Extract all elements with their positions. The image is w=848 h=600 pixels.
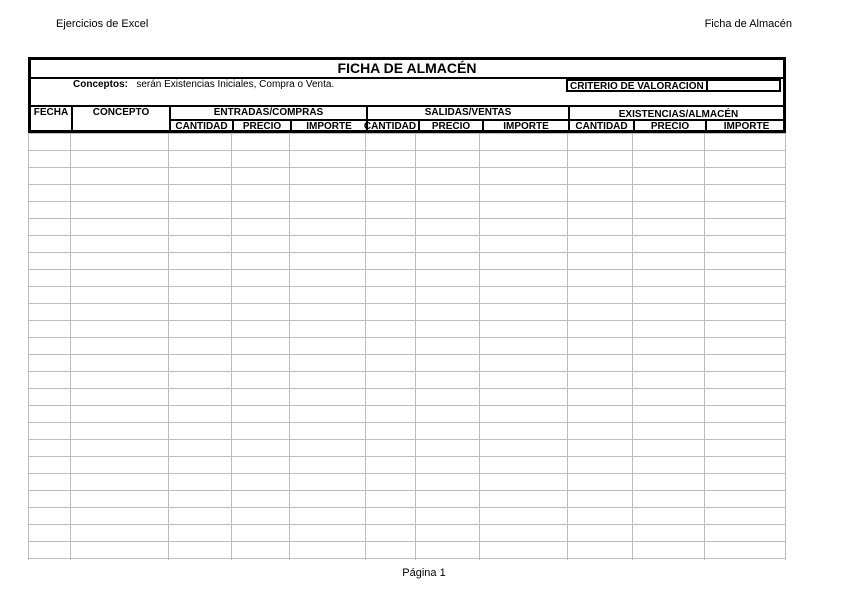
grid-column-line (70, 133, 71, 560)
grid-row-line (28, 235, 786, 236)
grid-row-line (28, 473, 786, 474)
entradas-importe: IMPORTE (306, 121, 352, 132)
concepts-note (73, 79, 334, 90)
salidas-importe: IMPORTE (503, 121, 549, 132)
grid-row-line (28, 422, 786, 423)
grid-row-line (28, 218, 786, 219)
grid-row-line (28, 405, 786, 406)
grid-column-line (415, 133, 416, 560)
ficha-header-box (28, 57, 786, 133)
grid-row-line (28, 286, 786, 287)
grid-row-line (28, 524, 786, 525)
grid-row-line (28, 558, 786, 559)
concepts-text: serán Existencias Iniciales, Compra o Venta. (136, 79, 335, 90)
grid-column-line (231, 133, 232, 560)
grid-column-line (28, 133, 29, 560)
existencias-importe: IMPORTE (723, 121, 770, 132)
grid-row-line (28, 541, 786, 542)
sheet-title: FICHA DE ALMACÉN (337, 60, 477, 76)
group-salidas: SALIDAS/VENTAS (424, 107, 512, 118)
grid-row-line (28, 354, 786, 355)
group-entradas: ENTRADAS/COMPRAS (213, 107, 324, 118)
salidas-precio: PRECIO (431, 121, 471, 132)
grid-column-line (567, 133, 568, 560)
entradas-precio: PRECIO (242, 121, 282, 132)
grid-row-line (28, 507, 786, 508)
grid-row-line (28, 388, 786, 389)
grid-row-line (28, 439, 786, 440)
divider (71, 105, 73, 133)
grid-row-line (28, 184, 786, 185)
page-header-right: Ficha de Almacén (704, 18, 792, 30)
grid-row-line (28, 201, 786, 202)
page-header-left: Ejercicios de Excel (56, 18, 149, 30)
grid-row-line (28, 490, 786, 491)
divider (482, 119, 484, 133)
divider (169, 105, 171, 133)
grid-row-line (28, 456, 786, 457)
grid-row-line (28, 371, 786, 372)
grid-row-line (28, 167, 786, 168)
grid-row-line (28, 320, 786, 321)
page-number: Página 1 (402, 567, 446, 579)
data-grid (28, 133, 786, 560)
existencias-cantidad: CANTIDAD (575, 121, 628, 132)
divider (706, 79, 708, 92)
grid-column-line (785, 133, 786, 560)
grid-column-line (704, 133, 705, 560)
grid-row-line (28, 150, 786, 151)
salidas-cantidad: CANTIDAD (363, 121, 417, 132)
criterio-label: CRITERIO DE VALORACIÓN (570, 81, 704, 92)
grid-row-line (28, 303, 786, 304)
grid-row-line (28, 337, 786, 338)
criterio-valoracion-box (566, 79, 781, 92)
divider (568, 105, 570, 133)
grid-column-line (168, 133, 169, 560)
col-concepto: CONCEPTO (92, 107, 150, 118)
existencias-precio: PRECIO (650, 121, 690, 132)
divider (633, 119, 635, 133)
group-existencias: EXISTENCIAS/ALMACÉN (618, 109, 739, 120)
grid-row-line (28, 269, 786, 270)
divider (366, 105, 368, 133)
grid-column-line (365, 133, 366, 560)
divider (232, 119, 234, 133)
grid-row-line (28, 252, 786, 253)
entradas-cantidad: CANTIDAD (175, 121, 228, 132)
grid-column-line (632, 133, 633, 560)
grid-column-line (289, 133, 290, 560)
col-fecha: FECHA (33, 107, 69, 118)
grid-column-line (479, 133, 480, 560)
grid-row-line (28, 133, 786, 134)
concepts-label: Conceptos: (73, 79, 128, 90)
divider (290, 119, 292, 133)
divider (705, 119, 707, 133)
divider (418, 119, 420, 133)
